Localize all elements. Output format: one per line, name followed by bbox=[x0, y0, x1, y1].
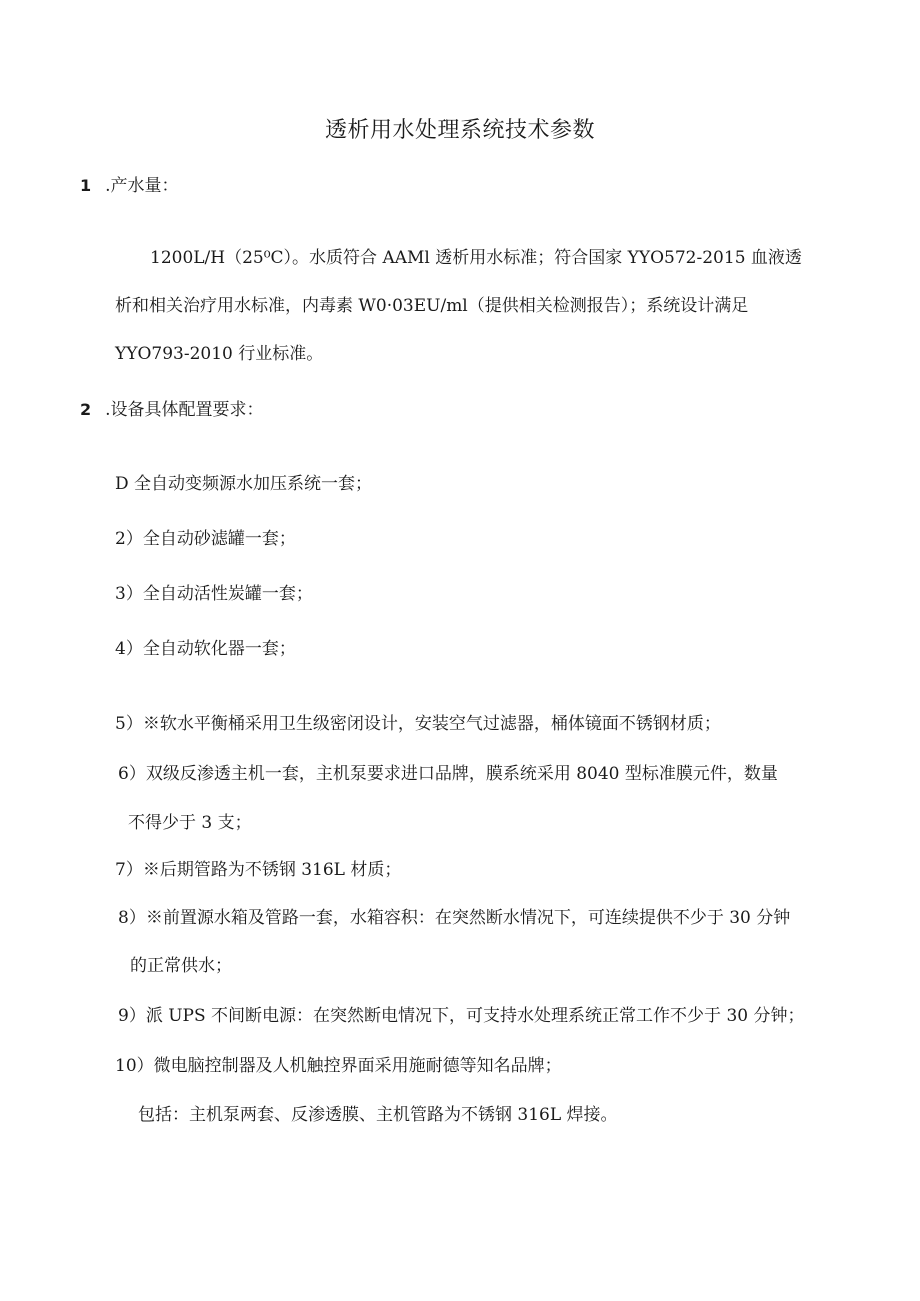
document-title: 透析用水处理系统技术参数 bbox=[324, 118, 595, 143]
config-item-6-continued: 不得少于 3 支； bbox=[128, 813, 252, 833]
config-includes-note: 包括：主机泵两套、反渗透膜、主机管路为不锈钢 316L 焊接。 bbox=[138, 1105, 618, 1125]
section-1-heading bbox=[80, 174, 179, 198]
section-1-para-line-3: YYO793-2010 行业标准。 bbox=[115, 344, 324, 364]
config-item-5: 5）※软水平衡桶采用卫生级密闭设计，安装空气过滤器，桶体镜面不锈钢材质； bbox=[115, 714, 721, 734]
config-item-9: 9）派 UPS 不间断电源：在突然断电情况下，可支持水处理系统正常工作不少于 30 分钟； bbox=[118, 1006, 805, 1026]
config-item-8-continued: 的正常供水； bbox=[130, 956, 232, 976]
config-item-10: 10）微电脑控制器及人机触控界面采用施耐德等知名品牌； bbox=[115, 1056, 562, 1076]
config-item-8: 8）※前置源水箱及管路一套，水箱容积：在突然断水情况下，可连续提供不少于 30 分钟 bbox=[118, 908, 791, 928]
config-item-2: 2）全自动砂滤罐一套； bbox=[115, 529, 296, 549]
config-item-1: D 全自动变频源水加压系统一套； bbox=[115, 474, 373, 494]
section-1-number: 1 bbox=[80, 176, 92, 195]
section-2-heading bbox=[80, 398, 264, 422]
section-2-number: 2 bbox=[80, 400, 92, 419]
config-item-3: 3）全自动活性炭罐一套； bbox=[115, 584, 313, 604]
config-item-7: 7）※后期管路为不锈钢 316L 材质； bbox=[115, 860, 402, 880]
section-2-title: .设备具体配置要求： bbox=[105, 400, 264, 420]
config-item-4: 4）全自动软化器一套； bbox=[115, 639, 296, 659]
section-1-title: .产水量： bbox=[105, 176, 179, 196]
section-1-para-line-2: 析和相关治疗用水标准，内毒素 W0·03EU/ml（提供相关检测报告）；系统设计满足 bbox=[115, 296, 749, 316]
config-item-6: 6）双级反渗透主机一套，主机泵要求进口品牌，膜系统采用 8040 型标准膜元件，数量 bbox=[118, 764, 778, 784]
section-1-para-line-1: 1200L/H（25⁰C）。水质符合 AAMl 透析用水标准；符合国家 YYO572-2015 血液透 bbox=[150, 248, 802, 268]
